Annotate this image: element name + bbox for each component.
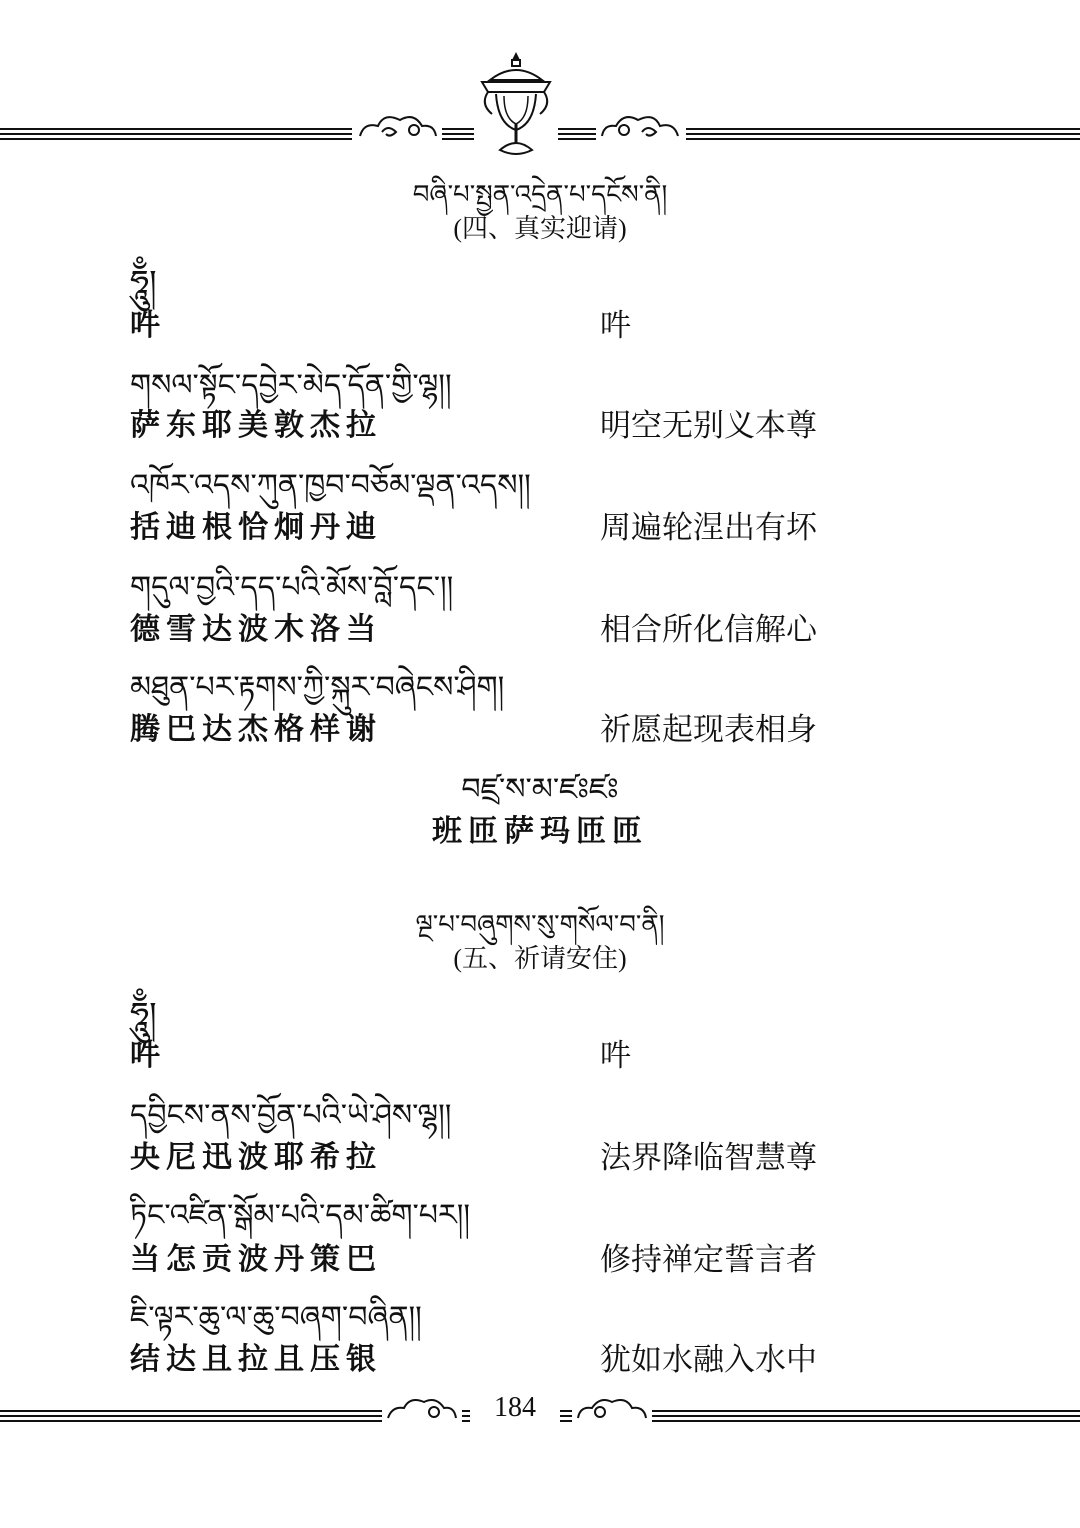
page-number: 184 xyxy=(470,1392,560,1424)
mantra-tibetan: བཛྲ་ས་མ་ཛཿཛཿ xyxy=(461,772,619,807)
verse-translation: 法界降临智慧尊 xyxy=(600,1140,817,1176)
verse-phonetic: 括迪根恰炯丹迪 xyxy=(130,510,382,545)
cloud-ornament-icon xyxy=(352,108,442,148)
verse-translation: 相合所化信解心 xyxy=(600,612,817,648)
seed-translation: 吽 xyxy=(600,1038,631,1074)
verse-tibetan: གདུལ་བྱའི་དད་པའི་མོས་བློ་དང་།། xyxy=(130,570,454,605)
verse-translation: 明空无别义本尊 xyxy=(600,408,817,444)
seed-translation: 吽 xyxy=(600,308,631,344)
verse-phonetic: 腾巴达杰格样谢 xyxy=(130,712,382,747)
section-title-chinese: (五、祈请安住) xyxy=(453,944,627,973)
verse-phonetic: 萨东耶美敦杰拉 xyxy=(130,408,382,443)
parasol-emblem-icon xyxy=(474,48,558,160)
verse-phonetic: 央尼迅波耶希拉 xyxy=(130,1140,382,1175)
section-title-chinese: (四、真实迎请) xyxy=(453,214,627,243)
verse-tibetan: ཇི་ལྟར་ཆུ་ལ་ཆུ་བཞག་བཞིན།། xyxy=(130,1300,422,1335)
seed-phonetic: 吽 xyxy=(130,1038,166,1073)
mantra-phonetic: 班匝萨玛匝匝 xyxy=(432,814,648,849)
seed-syllable-tibetan: ཧཱུྃ། xyxy=(130,995,157,1035)
verse-translation: 修持禅定誓言者 xyxy=(600,1242,817,1278)
section-title-tibetan: ལྔ་པ་བཞུགས་སུ་གསོལ་བ་ནི། xyxy=(415,910,665,940)
verse-tibetan: གསལ་སྟོང་དབྱེར་མེད་དོན་གྱི་ལྷ།། xyxy=(130,368,452,403)
cloud-ornament-icon xyxy=(572,1388,652,1428)
verse-phonetic: 结达且拉且压银 xyxy=(130,1342,382,1377)
verse-tibetan: འཁོར་འདས་ཀུན་ཁྱབ་བཅོམ་ལྡན་འདས།། xyxy=(130,468,531,503)
verse-translation: 犹如水融入水中 xyxy=(600,1342,817,1378)
section-title-tibetan: བཞི་པ་སྤྱན་འདྲེན་པ་དངོས་ནི། xyxy=(412,180,668,210)
cloud-ornament-icon xyxy=(382,1388,462,1428)
seed-phonetic: 吽 xyxy=(130,308,166,343)
verse-tibetan: དབྱིངས་ནས་བྱོན་པའི་ཡེ་ཤེས་ལྷ།། xyxy=(130,1098,452,1133)
verse-tibetan: ཏིང་འཛིན་སྒོམ་པའི་དམ་ཚིག་པར།། xyxy=(130,1198,471,1233)
cloud-ornament-icon xyxy=(596,108,686,148)
verse-translation: 祈愿起现表相身 xyxy=(600,712,817,748)
verse-phonetic: 德雪达波木洛当 xyxy=(130,612,382,647)
verse-phonetic: 当怎贡波丹策巴 xyxy=(130,1242,382,1277)
verse-tibetan: མཐུན་པར་རྟགས་ཀྱི་སྐུར་བཞེངས་ཤིག། xyxy=(130,670,505,705)
verse-translation: 周遍轮涅出有坏 xyxy=(600,510,817,546)
seed-syllable-tibetan: ཧཱུྃ། xyxy=(130,263,157,303)
